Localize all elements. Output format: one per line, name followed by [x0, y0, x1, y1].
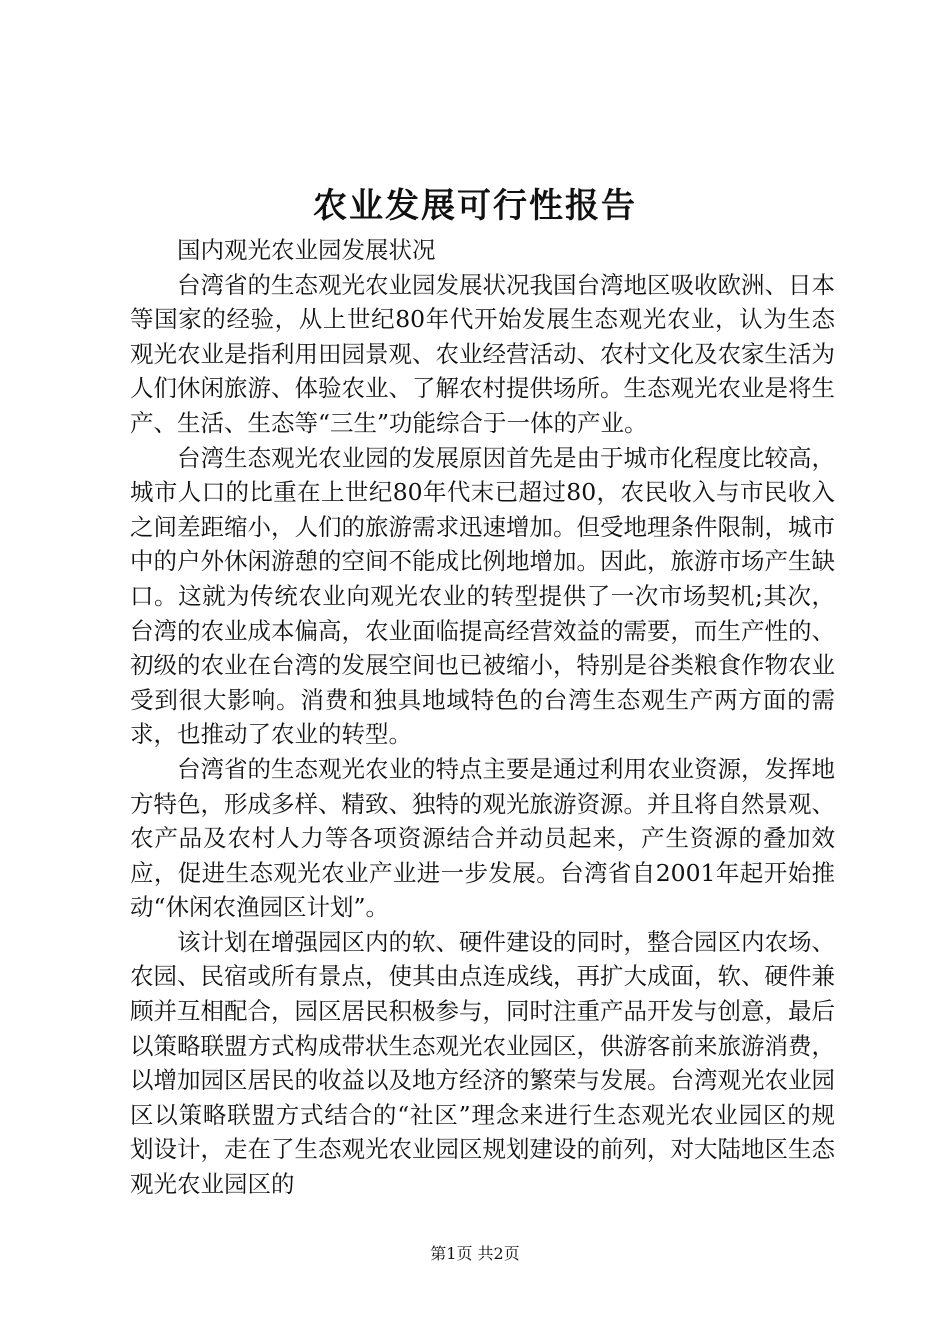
paragraph-heading: 国内观光农业园发展状况 — [177, 236, 436, 264]
paragraph: 该计划在增强园区内的软、硬件建设的同时，整合园区内农场、农园、民宿或所有景点，使其由点连成线，再扩大成面，软、硬件兼顾并互相配合，园区居民积极参与，同时注重产品开发与创意，最后以策略联盟方式构成带状生态观光农业园区，供游客前来旅游消费，以增加园区居民的收益以及地方经济的繁荣与发展。台湾观光农业园区以策略联盟方式结合的“社区”理念来进行生态观光农业园区的规划设计，走在了生态观光农业园区规划建设的前列，对大陆地区生态观光农业园区的 — [130, 927, 835, 1199]
document-body — [130, 233, 835, 1202]
paragraph: 台湾省的生态观光农业的特点主要是通过利用农业资源，发挥地方特色，形成多样、精致、独特的观光旅游资源。并且将自然景观、农产品及农村人力等各项资源结合并动员起来，产生资源的叠加效应，促进生态观光农业产业进一步发展。台湾省自2001年起开始推动“休闲农渔园区计划”。 — [130, 754, 835, 922]
document-title: 农业发展可行性报告 — [313, 186, 637, 226]
page-footer: 第1页 共2页 — [430, 1244, 520, 1263]
paragraph: 台湾省的生态观光农业园发展状况我国台湾地区吸收欧洲、日本等国家的经验，从上世纪80年代开始发展生态观光农业，认为生态观光农业是指利用田园景观、农业经营活动、农村文化及农家生活为人们休闲旅游、体验农业、了解农村提供场所。生态观光农业是将生产、生活、生态等“三生”功能综合于一体的产业。 — [130, 270, 835, 437]
paragraph: 台湾生态观光农业园的发展原因首先是由于城市化程度比较高，城市人口的比重在上世纪80年代末已超过80，农民收入与市民收入之间差距缩小，人们的旅游需求迅速增加。但受地理条件限制，城市中的户外休闲游憩的空间不能成比例地增加。因此，旅游市场产生缺口。这就为传统农业向观光农业的转型提供了一次市场契机;其次，台湾的农业成本偏高，农业面临提高经营效益的需要，而生产性的、初级的农业在台湾的发展空间也已被缩小，特别是谷类粮食作物农业受到很大影响。消费和独具地域特色的台湾生态观生产两方面的需求，也推动了农业的转型。 — [130, 443, 835, 749]
